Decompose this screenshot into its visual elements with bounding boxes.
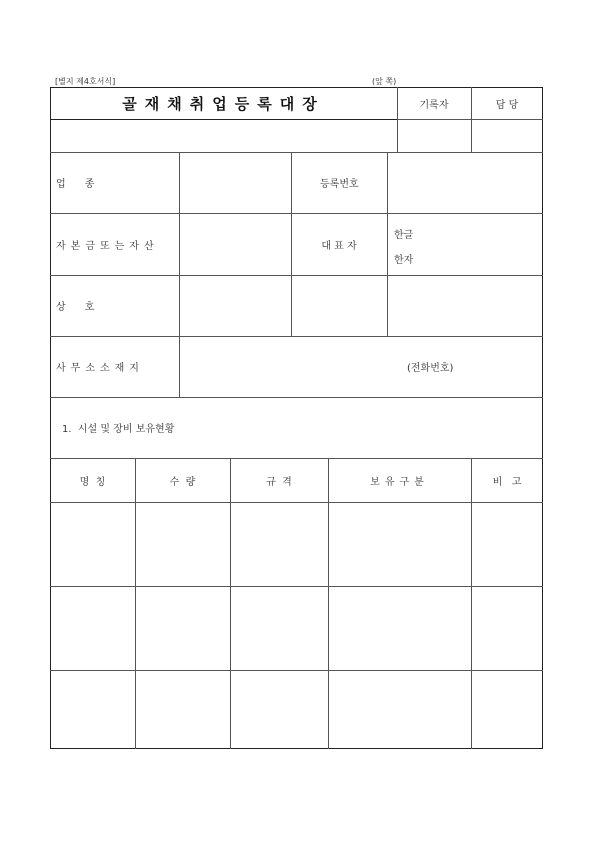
column-header-remarks: 비 고 [492, 476, 522, 488]
title-underline [50, 119, 397, 120]
trade-name-label: 상 호 [56, 302, 95, 313]
column-divider [387, 152, 388, 336]
business-type-label: 업 종 [56, 179, 95, 190]
column-header-name: 명 칭 [79, 476, 106, 488]
row-divider [50, 586, 543, 587]
equipment-section-heading: 1. 시설 및 장비 보유현황 [62, 424, 175, 435]
form-number: [별지 제4호서식] [55, 77, 116, 86]
column-header-spec: 규 격 [266, 476, 292, 488]
column-header-quantity: 수 량 [169, 476, 196, 488]
recorder-label: 기록자 [419, 99, 449, 111]
hanja-label: 한자 [394, 254, 414, 266]
approval-divider [397, 119, 543, 120]
office-location-label: 사무소소재지 [56, 363, 144, 374]
column-divider [179, 152, 180, 397]
row-divider [50, 502, 543, 503]
manager-label: 담 당 [495, 99, 519, 111]
phone-label: (전화번호) [407, 363, 454, 374]
representative-label: 대 표 자 [321, 240, 357, 252]
page-side-label: (앞 쪽) [372, 77, 397, 86]
hangul-label: 한글 [394, 229, 414, 241]
row-divider [50, 670, 543, 671]
column-header-ownership: 보유구분 [370, 476, 429, 488]
form-title: 골재채취업등록대장 [122, 94, 325, 113]
capital-label: 자본금또는자산 [56, 240, 159, 252]
registration-number-label: 등록번호 [320, 179, 359, 190]
